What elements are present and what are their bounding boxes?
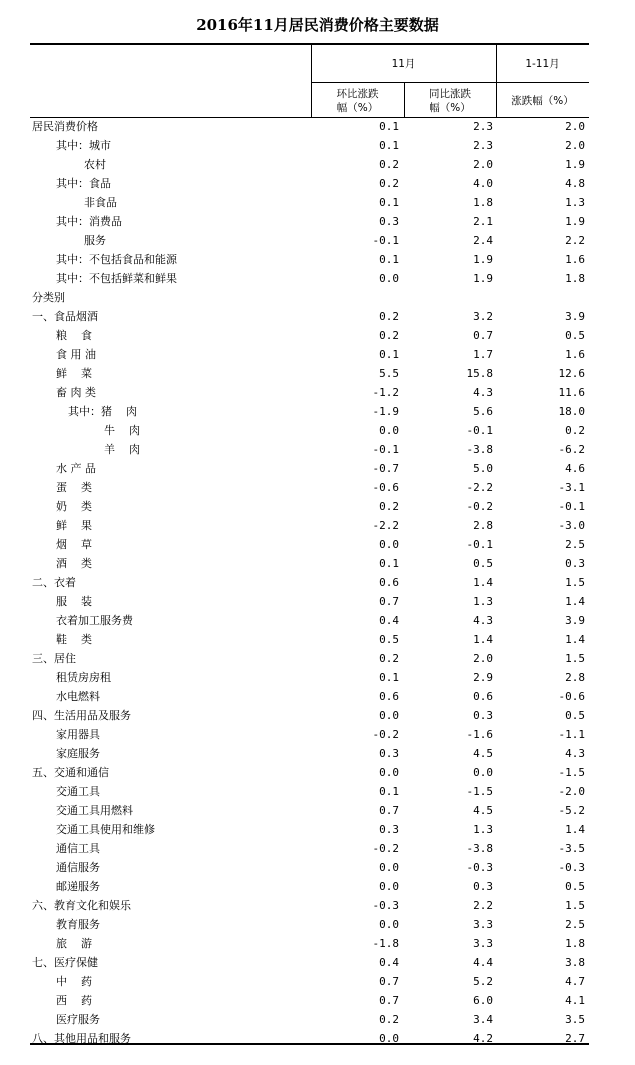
cumulative-value: 2.8 [565, 671, 585, 684]
row-label: 交通工具用燃料 [56, 804, 133, 817]
mom-value: 0.6 [379, 690, 399, 703]
mom-value: -0.7 [372, 462, 399, 475]
yoy-value: 2.3 [473, 139, 493, 152]
cumulative-value: 2.7 [565, 1032, 585, 1045]
yoy-value: 5.6 [473, 405, 493, 418]
yoy-value: 0.6 [473, 690, 493, 703]
yoy-value: 1.3 [473, 595, 493, 608]
table-row [30, 307, 589, 326]
row-label: 六、教育文化和娱乐 [32, 899, 131, 912]
table-row [30, 250, 589, 269]
cumulative-value: -1.1 [558, 728, 585, 741]
mom-value: 0.7 [379, 975, 399, 988]
yoy-value: -2.2 [466, 481, 493, 494]
cumulative-value: 1.5 [565, 899, 585, 912]
header-group-cumulative: 1-11月 [525, 58, 560, 70]
row-label: 交通工具使用和维修 [56, 823, 155, 836]
mom-value: 0.2 [379, 652, 399, 665]
mom-value: 0.3 [379, 215, 399, 228]
table-header [30, 45, 589, 118]
cumulative-value: 3.9 [565, 310, 585, 323]
row-label: 奶 类 [56, 500, 92, 513]
mom-value: 0.0 [379, 272, 399, 285]
yoy-value: 2.0 [473, 158, 493, 171]
cumulative-value: 1.8 [565, 937, 585, 950]
yoy-value: 3.2 [473, 310, 493, 323]
table-row [30, 155, 589, 174]
yoy-value: 1.3 [473, 823, 493, 836]
table-row [30, 1010, 589, 1029]
row-label: 旅 游 [56, 937, 92, 950]
cumulative-value: 4.1 [565, 994, 585, 1007]
row-label: 医疗服务 [56, 1013, 100, 1026]
row-label: 其中：食品 [56, 177, 111, 190]
mom-value: 0.0 [379, 766, 399, 779]
row-label: 酒 类 [56, 557, 92, 570]
row-label: 水电燃料 [56, 690, 100, 703]
row-label: 八、其他用品和服务 [32, 1032, 131, 1045]
cumulative-value: 2.2 [565, 234, 585, 247]
row-label: 五、交通和通信 [32, 766, 109, 779]
row-label: 三、居住 [32, 652, 76, 665]
header-yoy-line1: 同比涨跌 [429, 88, 471, 100]
mom-value: 0.2 [379, 500, 399, 513]
table-row [30, 972, 589, 991]
row-label: 牛 肉 [104, 424, 140, 437]
cumulative-value: 3.9 [565, 614, 585, 627]
mom-value: 0.1 [379, 196, 399, 209]
cumulative-value: 1.4 [565, 595, 585, 608]
cumulative-value: -2.0 [558, 785, 585, 798]
cumulative-value: 1.9 [565, 158, 585, 171]
cumulative-value: 2.5 [565, 918, 585, 931]
cumulative-value: -5.2 [558, 804, 585, 817]
row-label: 食 用 油 [56, 348, 96, 361]
yoy-value: 0.7 [473, 329, 493, 342]
yoy-value: -0.1 [466, 424, 493, 437]
page-title: 2016年11月居民消费价格主要数据 [196, 16, 439, 34]
table-row [30, 117, 589, 136]
header-group-month: 11月 [391, 58, 416, 70]
yoy-value: 1.4 [473, 576, 493, 589]
table-row [30, 326, 589, 345]
yoy-value: 2.4 [473, 234, 493, 247]
yoy-value: 4.4 [473, 956, 493, 969]
row-label: 分类别 [32, 291, 65, 304]
yoy-value: 0.0 [473, 766, 493, 779]
row-label: 非食品 [84, 196, 117, 209]
yoy-value: 1.7 [473, 348, 493, 361]
cumulative-value: 12.6 [558, 367, 585, 380]
row-label: 四、生活用品及服务 [32, 709, 131, 722]
row-label: 粮 食 [56, 329, 92, 342]
cumulative-value: 2.5 [565, 538, 585, 551]
table-row [30, 592, 589, 611]
mom-value: 0.5 [379, 633, 399, 646]
cumulative-value: 2.0 [565, 139, 585, 152]
cumulative-value: 0.5 [565, 709, 585, 722]
mom-value: -0.1 [372, 234, 399, 247]
yoy-value: -0.1 [466, 538, 493, 551]
table-row [30, 440, 589, 459]
table-row [30, 1029, 589, 1048]
yoy-value: 5.2 [473, 975, 493, 988]
mom-value: -0.1 [372, 443, 399, 456]
yoy-value: 2.2 [473, 899, 493, 912]
table-row [30, 364, 589, 383]
cumulative-value: -0.6 [558, 690, 585, 703]
cumulative-value: 0.5 [565, 880, 585, 893]
table-row [30, 421, 589, 440]
table-row [30, 915, 589, 934]
table-row [30, 706, 589, 725]
mom-value: 0.7 [379, 804, 399, 817]
mom-value: 0.2 [379, 177, 399, 190]
mom-value: -1.8 [372, 937, 399, 950]
yoy-value: 4.0 [473, 177, 493, 190]
row-label: 七、医疗保健 [32, 956, 98, 969]
cumulative-value: 1.9 [565, 215, 585, 228]
yoy-value: 3.4 [473, 1013, 493, 1026]
mom-value: -1.9 [372, 405, 399, 418]
yoy-value: -3.8 [466, 443, 493, 456]
table-row [30, 573, 589, 592]
table-row [30, 497, 589, 516]
yoy-value: 2.0 [473, 652, 493, 665]
table-row [30, 478, 589, 497]
yoy-value: 1.8 [473, 196, 493, 209]
row-label: 鲜 果 [56, 519, 92, 532]
mom-value: 0.1 [379, 785, 399, 798]
table-row [30, 383, 589, 402]
row-label: 其中：不包括鲜菜和鲜果 [56, 272, 177, 285]
table-row [30, 877, 589, 896]
cumulative-value: 1.5 [565, 652, 585, 665]
table-row [30, 459, 589, 478]
table-row [30, 858, 589, 877]
mom-value: 0.7 [379, 595, 399, 608]
mom-value: -0.2 [372, 842, 399, 855]
cumulative-value: -3.1 [558, 481, 585, 494]
header-cumulative: 涨跌幅（%） [511, 95, 574, 107]
yoy-value: -3.8 [466, 842, 493, 855]
cumulative-value: -0.1 [558, 500, 585, 513]
yoy-value: 15.8 [466, 367, 493, 380]
row-label: 羊 肉 [104, 443, 140, 456]
cumulative-value: 1.4 [565, 823, 585, 836]
mom-value: 0.1 [379, 348, 399, 361]
table-row [30, 516, 589, 535]
cumulative-value: 1.5 [565, 576, 585, 589]
mom-value: 0.0 [379, 709, 399, 722]
table-row [30, 174, 589, 193]
row-label: 居民消费价格 [32, 120, 98, 133]
cumulative-value: -3.5 [558, 842, 585, 855]
row-label: 二、衣着 [32, 576, 76, 589]
mom-value: 0.0 [379, 918, 399, 931]
row-label: 服 装 [56, 595, 92, 608]
row-label: 通信服务 [56, 861, 100, 874]
cumulative-value: 3.5 [565, 1013, 585, 1026]
yoy-value: 3.3 [473, 918, 493, 931]
row-label: 租赁房房租 [56, 671, 111, 684]
yoy-value: 1.4 [473, 633, 493, 646]
row-label: 家庭服务 [56, 747, 100, 760]
row-label: 教育服务 [56, 918, 100, 931]
mom-value: 0.1 [379, 139, 399, 152]
mom-value: 0.3 [379, 823, 399, 836]
mom-value: 0.2 [379, 310, 399, 323]
row-label: 蛋 类 [56, 481, 92, 494]
yoy-value: 5.0 [473, 462, 493, 475]
yoy-value: -0.2 [466, 500, 493, 513]
header-mom [311, 87, 404, 115]
yoy-value: 2.8 [473, 519, 493, 532]
mom-value: 0.3 [379, 747, 399, 760]
table-row [30, 953, 589, 972]
cumulative-value: 1.6 [565, 253, 585, 266]
row-label: 家用器具 [56, 728, 100, 741]
table-row [30, 782, 589, 801]
cumulative-value: 1.3 [565, 196, 585, 209]
table-row [30, 687, 589, 706]
data-table [30, 117, 589, 1048]
table-row [30, 193, 589, 212]
mom-value: 0.2 [379, 1013, 399, 1026]
yoy-value: 4.3 [473, 614, 493, 627]
row-label: 西 药 [56, 994, 92, 1007]
row-label: 其中：消费品 [56, 215, 122, 228]
table-row [30, 820, 589, 839]
header-yoy [404, 87, 496, 115]
row-label: 通信工具 [56, 842, 100, 855]
mom-value: 0.0 [379, 1032, 399, 1045]
cumulative-value: 0.2 [565, 424, 585, 437]
table-row [30, 402, 589, 421]
table-row [30, 345, 589, 364]
mom-value: 0.6 [379, 576, 399, 589]
table-row [30, 630, 589, 649]
yoy-value: 4.3 [473, 386, 493, 399]
table-row [30, 535, 589, 554]
yoy-value: 0.3 [473, 709, 493, 722]
cumulative-value: 3.8 [565, 956, 585, 969]
row-label: 交通工具 [56, 785, 100, 798]
mom-value: 0.1 [379, 253, 399, 266]
table-row [30, 896, 589, 915]
table-row [30, 136, 589, 155]
row-label: 鞋 类 [56, 633, 92, 646]
mom-value: 0.0 [379, 424, 399, 437]
cumulative-value: 0.3 [565, 557, 585, 570]
yoy-value: 1.9 [473, 272, 493, 285]
mom-value: 0.7 [379, 994, 399, 1007]
mom-value: 5.5 [379, 367, 399, 380]
mom-value: 0.4 [379, 956, 399, 969]
row-label: 邮递服务 [56, 880, 100, 893]
cumulative-value: 4.6 [565, 462, 585, 475]
row-label: 鲜 菜 [56, 367, 92, 380]
row-label: 畜 肉 类 [56, 386, 96, 399]
row-label: 其中：猪 肉 [68, 405, 137, 418]
cumulative-value: 1.8 [565, 272, 585, 285]
table-row [30, 991, 589, 1010]
table-row [30, 611, 589, 630]
table-row [30, 763, 589, 782]
row-label: 一、食品烟酒 [32, 310, 98, 323]
yoy-value: 0.5 [473, 557, 493, 570]
mom-value: 0.0 [379, 861, 399, 874]
yoy-value: -0.3 [466, 861, 493, 874]
yoy-value: 2.1 [473, 215, 493, 228]
mom-value: 0.1 [379, 120, 399, 133]
mom-value: -1.2 [372, 386, 399, 399]
cumulative-value: -6.2 [558, 443, 585, 456]
mom-value: 0.2 [379, 158, 399, 171]
cumulative-value: 1.6 [565, 348, 585, 361]
header-mom-line2: 幅（%） [336, 102, 379, 114]
row-label: 其中：不包括食品和能源 [56, 253, 177, 266]
row-label: 中 药 [56, 975, 92, 988]
cumulative-value: 18.0 [558, 405, 585, 418]
row-label: 烟 草 [56, 538, 92, 551]
cumulative-value: -0.3 [558, 861, 585, 874]
table-row [30, 269, 589, 288]
table-row [30, 839, 589, 858]
table-row [30, 801, 589, 820]
cumulative-value: 2.0 [565, 120, 585, 133]
yoy-value: -1.6 [466, 728, 493, 741]
cumulative-value: 11.6 [558, 386, 585, 399]
mom-value: -2.2 [372, 519, 399, 532]
table-row [30, 231, 589, 250]
table-row [30, 288, 589, 307]
mom-value: 0.2 [379, 329, 399, 342]
yoy-value: 4.2 [473, 1032, 493, 1045]
yoy-value: 0.3 [473, 880, 493, 893]
cumulative-value: -1.5 [558, 766, 585, 779]
mom-value: -0.2 [372, 728, 399, 741]
cumulative-value: 4.7 [565, 975, 585, 988]
cumulative-value: 4.8 [565, 177, 585, 190]
cumulative-value: 1.4 [565, 633, 585, 646]
yoy-value: 4.5 [473, 747, 493, 760]
row-label: 水 产 品 [56, 462, 96, 475]
mom-value: 0.1 [379, 557, 399, 570]
table-row [30, 554, 589, 573]
table-row [30, 212, 589, 231]
table-row [30, 744, 589, 763]
mom-value: 0.0 [379, 538, 399, 551]
cumulative-value: -3.0 [558, 519, 585, 532]
yoy-value: 6.0 [473, 994, 493, 1007]
table-row [30, 725, 589, 744]
row-label: 其中：城市 [56, 139, 111, 152]
cumulative-value: 4.3 [565, 747, 585, 760]
row-label: 衣着加工服务费 [56, 614, 133, 627]
header-yoy-line2: 幅（%） [429, 102, 471, 114]
mom-value: -0.6 [372, 481, 399, 494]
header-mom-line1: 环比涨跌 [336, 88, 379, 100]
table-row [30, 934, 589, 953]
bottom-rule [30, 1043, 589, 1045]
yoy-value: 4.5 [473, 804, 493, 817]
mom-value: 0.4 [379, 614, 399, 627]
yoy-value: 3.3 [473, 937, 493, 950]
yoy-value: 2.9 [473, 671, 493, 684]
yoy-value: -1.5 [466, 785, 493, 798]
row-label: 服务 [84, 234, 106, 247]
row-label: 农村 [84, 158, 106, 171]
yoy-value: 1.9 [473, 253, 493, 266]
mom-value: 0.1 [379, 671, 399, 684]
mom-value: -0.3 [372, 899, 399, 912]
mom-value: 0.0 [379, 880, 399, 893]
table-row [30, 649, 589, 668]
yoy-value: 2.3 [473, 120, 493, 133]
table-row [30, 668, 589, 687]
header-subrule [311, 82, 589, 83]
cumulative-value: 0.5 [565, 329, 585, 342]
